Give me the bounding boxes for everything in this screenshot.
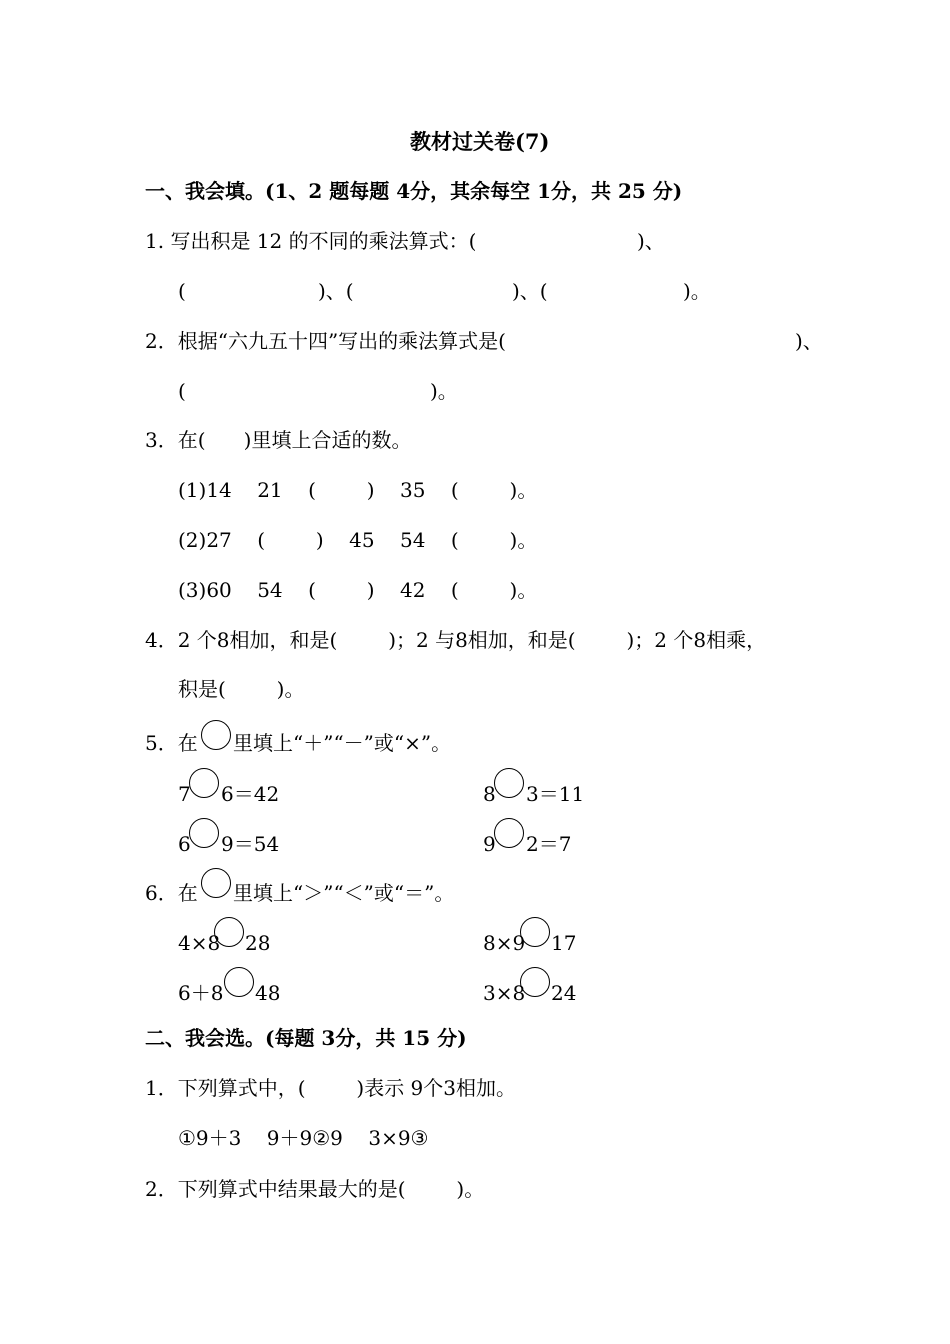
q1-line2-a: (	[178, 279, 186, 303]
q3-row3: (3)60 54 ( ) 42 ( )。	[178, 578, 538, 602]
q5-item2-right: 3＝11	[526, 782, 585, 806]
answer-circle[interactable]	[494, 768, 524, 798]
q6-item1-right: 28	[245, 931, 271, 955]
q2-line2-b: )。	[430, 379, 458, 403]
q5-item3-left: 6	[178, 832, 191, 856]
q5-item3-right: 9＝54	[221, 832, 280, 856]
q1-line2-c: )、(	[512, 279, 548, 303]
q5-item2-left: 8	[483, 782, 496, 806]
q6-item3-left: 6＋8	[178, 981, 224, 1005]
q5-item1-right: 6＝42	[221, 782, 280, 806]
q6-stem-a: 6．在	[145, 881, 198, 905]
q1-line2-b: )、(	[318, 279, 354, 303]
q5-stem-b: 里填上“＋”“－”或“×”。	[233, 731, 452, 755]
q4-line2: 积是( )。	[178, 677, 305, 701]
answer-circle[interactable]	[494, 818, 524, 848]
q6-item1-left: 4×8	[178, 931, 221, 955]
answer-circle[interactable]	[189, 768, 219, 798]
answer-circle[interactable]	[520, 917, 550, 947]
answer-circle[interactable]	[189, 818, 219, 848]
q5-item1-left: 7	[178, 782, 191, 806]
q6-item2-left: 8×9	[483, 931, 526, 955]
q5-stem-a: 5．在	[145, 731, 198, 755]
answer-circle[interactable]	[214, 917, 244, 947]
q5-item4-right: 2＝7	[526, 832, 572, 856]
s2-q2-stem: 2．下列算式中结果最大的是( )。	[145, 1177, 485, 1201]
answer-circle[interactable]	[201, 868, 231, 898]
q2-line1-suffix: )、	[795, 329, 823, 353]
page-title: 教材过关卷(7)	[410, 129, 550, 154]
answer-circle[interactable]	[520, 967, 550, 997]
s2-q1-options: ①9＋3 9＋9②9 3×9③	[178, 1126, 429, 1150]
q6-stem-b: 里填上“＞”“＜”或“＝”。	[233, 881, 455, 905]
q2-line2-a: (	[178, 379, 186, 403]
q6-item2-right: 17	[551, 931, 577, 955]
q1-line1-prefix: 1. 写出积是 12 的不同的乘法算式：(	[145, 229, 477, 253]
q3-stem: 3．在( )里填上合适的数。	[145, 428, 412, 452]
q4-line1: 4．2 个8相加，和是( )；2 与8相加，和是( )；2 个8相乘，	[145, 628, 767, 652]
q5-item4-left: 9	[483, 832, 496, 856]
q3-row2: (2)27 ( ) 45 54 ( )。	[178, 528, 538, 552]
answer-circle[interactable]	[224, 967, 254, 997]
q6-item3-right: 48	[255, 981, 281, 1005]
section-heading-choice: 二、我会选。(每题 3分，共 15 分)	[145, 1026, 467, 1050]
q2-line1-prefix: 2．根据“六九五十四”写出的乘法算式是(	[145, 329, 506, 353]
answer-circle[interactable]	[201, 720, 231, 750]
q3-row1: (1)14 21 ( ) 35 ( )。	[178, 478, 538, 502]
q6-item4-right: 24	[551, 981, 577, 1005]
q1-line2-d: )。	[683, 279, 711, 303]
s2-q1-stem: 1．下列算式中，( )表示 9个3相加。	[145, 1076, 516, 1100]
q1-line1-suffix: )、	[637, 229, 665, 253]
section-heading-fill: 一、我会填。(1、2 题每题 4分，其余每空 1分，共 25 分)	[145, 179, 683, 203]
q6-item4-left: 3×8	[483, 981, 526, 1005]
